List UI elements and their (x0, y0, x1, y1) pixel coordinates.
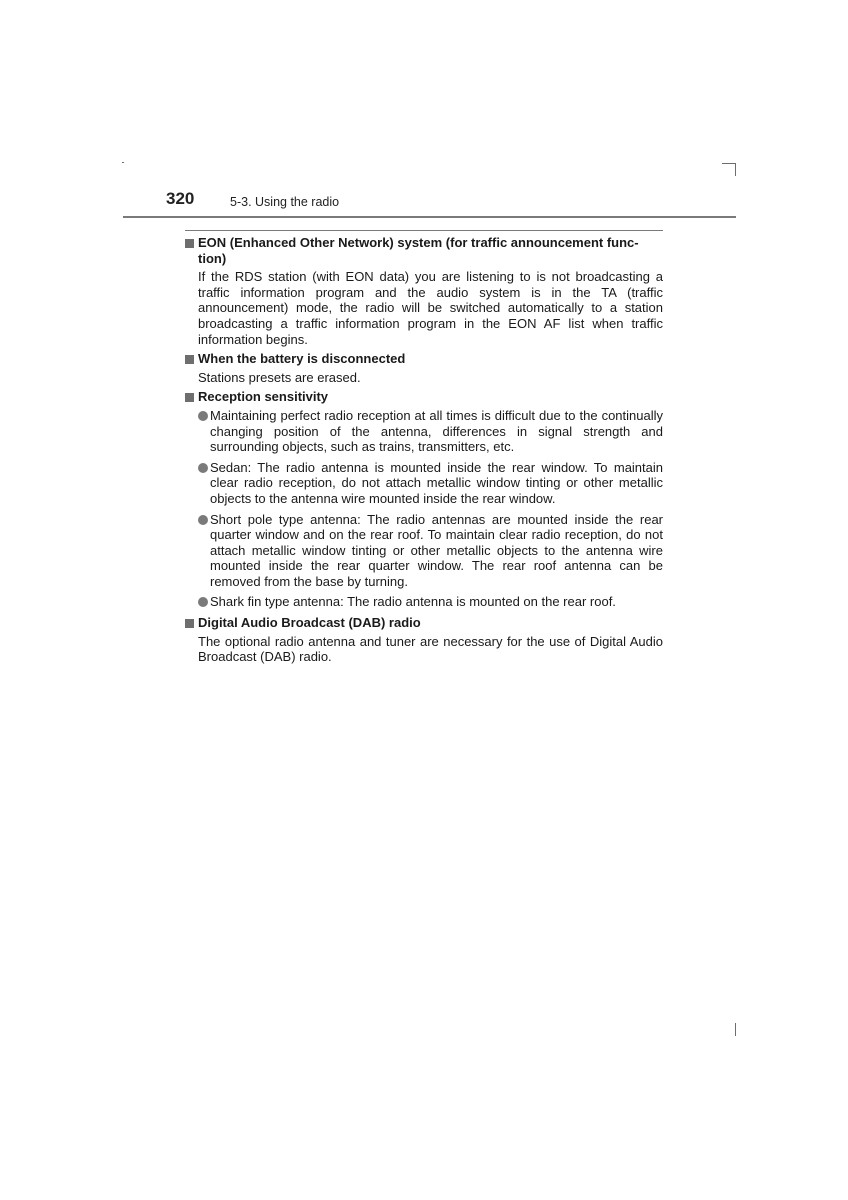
circle-bullet-icon (198, 515, 208, 525)
section-heading-text: Reception sensitivity (198, 389, 329, 405)
list-item (185, 408, 663, 455)
square-bullet-icon (185, 239, 194, 248)
crop-mark-bottom-right (735, 1023, 736, 1036)
section-body: The optional radio antenna and tuner are necessary for the use of Digital Audio Broadcast (DAB) radio. (198, 633, 663, 665)
list-item-text: Shark fin type antenna: The radio antenna is mounted on the rear roof. (210, 594, 616, 610)
section-eon (185, 235, 663, 347)
section-reception (185, 389, 663, 610)
header-rule (123, 216, 736, 218)
circle-bullet-icon (198, 463, 208, 473)
section-body: Stations presets are erased. (198, 369, 361, 385)
square-bullet-icon (185, 619, 194, 628)
square-bullet-icon (185, 393, 194, 402)
list-item (185, 460, 663, 507)
list-item-text: Sedan: The radio antenna is mounted inside the rear window. To maintain clear radio reception, do not attach metallic window tinting or other metallic objects to the antenna wire mounted inside the rear window. (210, 459, 663, 506)
section-heading-text: When the battery is disconnected (198, 351, 406, 367)
crop-mark-top-left (122, 162, 124, 163)
section-body: If the RDS station (with EON data) you are listening to is not broadcasting a traffic information program and the audio system is in the TA (traffic announcement) mode, the radio will be switched automatically to a station broadcasting a traffic information program in the EON AF list when traffic information begins. (198, 269, 663, 347)
square-bullet-icon (185, 355, 194, 364)
page-header (123, 189, 736, 217)
list-item (185, 594, 663, 610)
list-item-text: Short pole type antenna: The radio antennas are mounted inside the rear quarter window and on the rear roof. To maintain clear radio reception, do not attach metallic window tinting or other metallic objects to the antenna wire mounted inside the rear quarter window. The rear roof antenna can be removed from the base by turning. (210, 511, 663, 589)
crop-mark-top-right-horizontal (722, 163, 736, 164)
section-heading (185, 615, 663, 631)
page-number: 320 (166, 189, 195, 208)
section-heading (185, 235, 663, 266)
content-top-rule (185, 230, 663, 231)
page-content (185, 235, 663, 669)
section-heading-text: Digital Audio Broadcast (DAB) radio (198, 615, 421, 631)
section-title: 5-3. Using the radio (230, 195, 340, 209)
section-heading (185, 351, 663, 367)
section-dab (185, 615, 663, 665)
circle-bullet-icon (198, 597, 208, 607)
list-item-text: Maintaining perfect radio reception at all times is difficult due to the continually changing position of the antenna, differences in signal strength and surrounding objects, such as trains, transmitters, etc. (210, 407, 663, 455)
crop-mark-top-right-vertical (735, 163, 736, 176)
bullet-list (185, 408, 663, 610)
section-heading-line1: EON (Enhanced Other Network) system (for traffic announcement func- (198, 235, 639, 250)
section-battery (185, 351, 663, 385)
section-heading-line2: tion) (198, 250, 227, 266)
section-heading (185, 389, 663, 405)
circle-bullet-icon (198, 411, 208, 421)
list-item (185, 512, 663, 590)
